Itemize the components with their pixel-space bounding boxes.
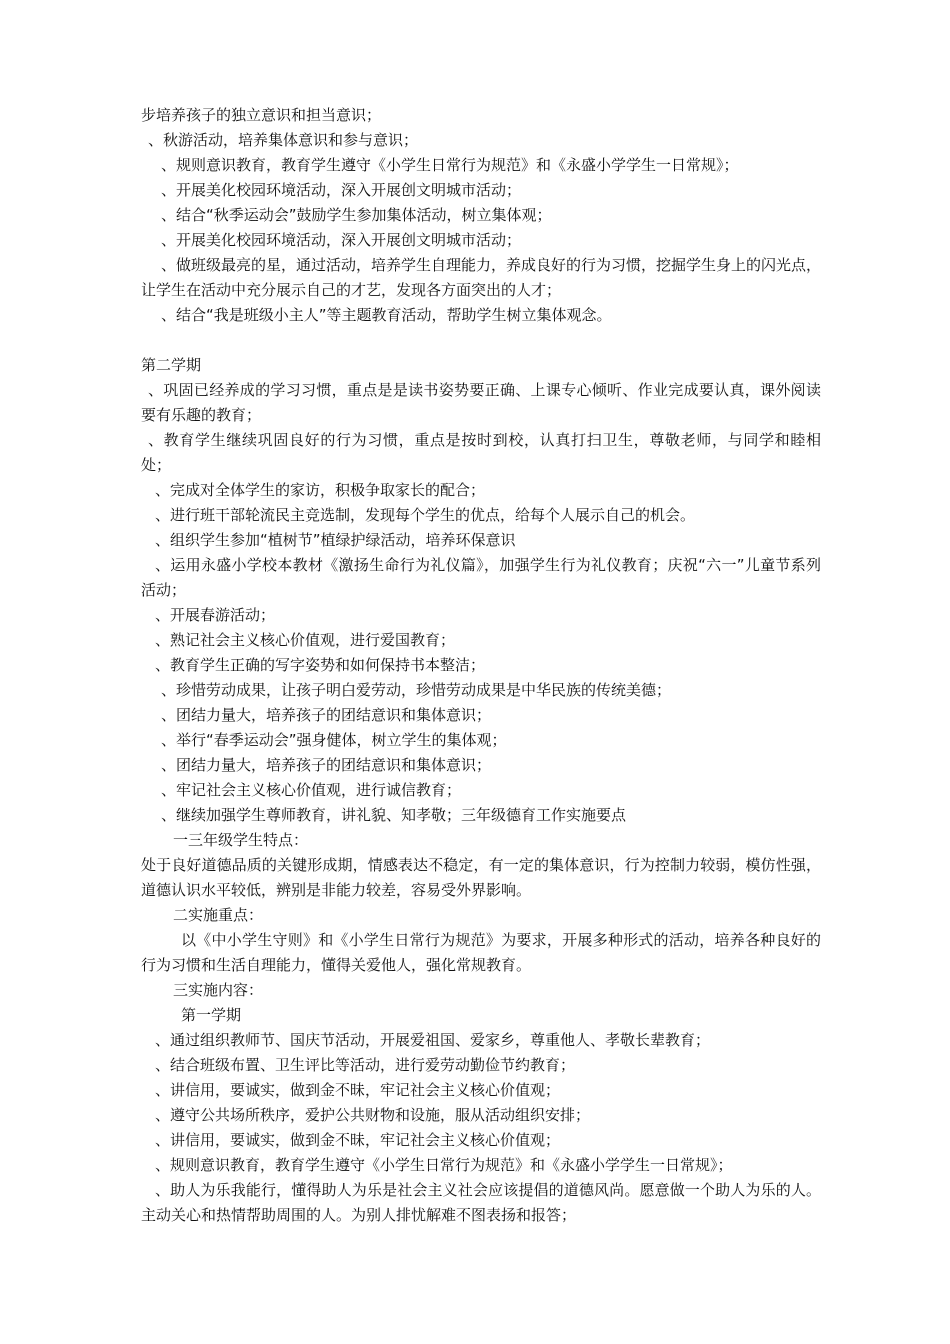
paragraph: 处于良好道德品质的关键形成期，情感表达不稳定，有一定的集体意识，行为控制力较弱，模仿性强，道德认识水平较低，辨别是非能力较差，容易受外界影响。 bbox=[141, 856, 821, 899]
list-item: 、讲信用，要诚实，做到金不昧，牢记社会主义核心价值观； bbox=[155, 1131, 561, 1149]
section-heading: 第一学期 bbox=[181, 1006, 242, 1024]
list-item: 、开展美化校园环境活动，深入开展创文明城市活动； bbox=[161, 231, 522, 249]
list-item: 、通过组织教师节、国庆节活动，开展爱祖国、爱家乡，尊重他人、孝敬长辈教育； bbox=[155, 1031, 711, 1049]
list-item: 、教育学生继续巩固良好的行为习惯，重点是按时到校，认真打扫卫生，尊敬老师，与同学和睦相处； bbox=[141, 431, 821, 474]
list-item: 、结合班级布置、卫生评比等活动，进行爱劳动勤俭节约教育； bbox=[155, 1056, 576, 1074]
list-item: 、巩固已经养成的学习习惯，重点是是读书姿势要正确、上课专心倾听、作业完成要认真，课外阅读要有乐趣的教育； bbox=[141, 381, 821, 424]
paragraph: 以《中小学生守则》和《小学生日常行为规范》为要求，开展多种形式的活动，培养各种良好的行为习惯和生活自理能力，懂得关爱他人，强化常规教育。 bbox=[141, 931, 821, 974]
list-item: 、牢记社会主义核心价值观，进行诚信教育； bbox=[161, 781, 462, 799]
list-item: 、举行“春季运动会”强身健体，树立学生的集体观； bbox=[161, 731, 507, 749]
list-item: 、开展春游活动； bbox=[155, 606, 276, 624]
list-item: 、熟记社会主义核心价值观，进行爱国教育； bbox=[155, 631, 456, 649]
section-heading: 第二学期 bbox=[141, 356, 202, 374]
list-item: 、助人为乐我能行，懂得助人为乐是社会主义社会应该提倡的道德风尚。愿意做一个助人为乐的人。主动关心和热情帮助周围的人。为别人排忧解难不图表扬和报答； bbox=[141, 1181, 821, 1224]
list-item: 、教育学生正确的写字姿势和如何保持书本整洁； bbox=[155, 656, 486, 674]
document-body bbox=[141, 103, 821, 1228]
list-item: 、讲信用，要诚实，做到金不昧，牢记社会主义核心价值观； bbox=[155, 1081, 561, 1099]
list-item: 、团结力量大，培养孩子的团结意识和集体意识； bbox=[161, 756, 492, 774]
list-item: 、继续加强学生尊师教育，讲礼貌、知孝敬；三年级德育工作实施要点 bbox=[161, 806, 627, 824]
list-item: 、开展美化校园环境活动，深入开展创文明城市活动； bbox=[161, 181, 522, 199]
paragraph: 步培养孩子的独立意识和担当意识； bbox=[141, 106, 382, 124]
list-item: 、遵守公共场所秩序，爱护公共财物和设施，服从活动组织安排； bbox=[155, 1106, 591, 1124]
list-item: 、秋游活动，培养集体意识和参与意识； bbox=[148, 131, 419, 149]
blank-line bbox=[141, 328, 821, 353]
list-item: 、规则意识教育，教育学生遵守《小学生日常行为规范》和《永盛小学学生一日常规》； bbox=[155, 1156, 733, 1174]
section-heading: 二实施重点： bbox=[173, 906, 264, 924]
list-item: 、团结力量大，培养孩子的团结意识和集体意识； bbox=[161, 706, 492, 724]
list-item: 、结合“我是班级小主人”等主题教育活动，帮助学生树立集体观念。 bbox=[161, 306, 612, 324]
section-heading: 一三年级学生特点： bbox=[173, 831, 309, 849]
list-item: 、完成对全体学生的家访，积极争取家长的配合； bbox=[155, 481, 486, 499]
list-item: 、进行班干部轮流民主竞选制，发现每个学生的优点，给每个人展示自己的机会。 bbox=[155, 506, 696, 524]
list-item: 、做班级最亮的星，通过活动，培养学生自理能力，养成良好的行为习惯，挖掘学生身上的闪光点，让学生在活动中充分展示自己的才艺，发现各方面突出的人才； bbox=[141, 256, 822, 299]
list-item: 、运用永盛小学校本教材《激扬生命行为礼仪篇》，加强学生行为礼仪教育；庆祝“六一”儿童节系列活动； bbox=[141, 556, 821, 599]
list-item: 、结合“秋季运动会”鼓励学生参加集体活动，树立集体观； bbox=[161, 206, 552, 224]
list-item: 、规则意识教育，教育学生遵守《小学生日常行为规范》和《永盛小学学生一日常规》； bbox=[161, 156, 739, 174]
list-item: 、组织学生参加“植树节”植绿护绿活动，培养环保意识 bbox=[155, 531, 516, 549]
section-heading: 三实施内容： bbox=[173, 981, 264, 999]
list-item: 、珍惜劳动成果，让孩子明白爱劳动，珍惜劳动成果是中华民族的传统美德； bbox=[161, 681, 672, 699]
